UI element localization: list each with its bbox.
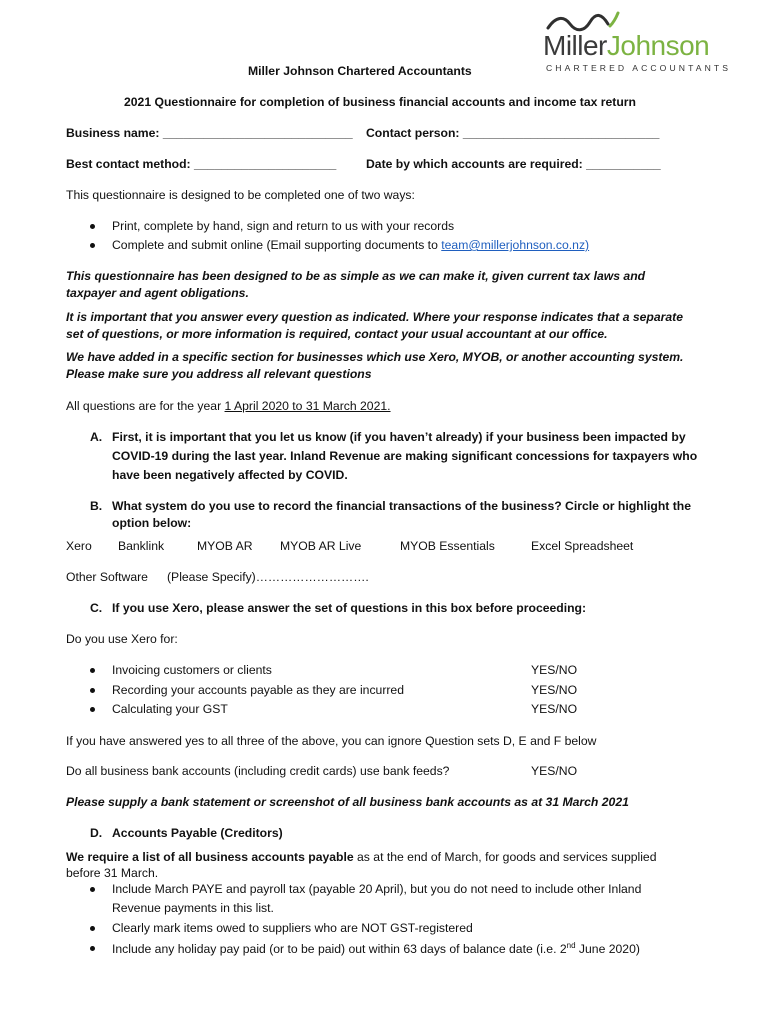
bank-feeds-question: Do all business bank accounts (including credit cards) use bank feeds? (66, 764, 450, 778)
answer-invoicing[interactable]: YES/NO (531, 663, 578, 677)
bullet-icon (90, 224, 95, 229)
intro-text: This questionnaire is designed to be completed one of two ways: (66, 188, 415, 202)
business-name-field[interactable]: Business name: ____________________________ (66, 126, 353, 140)
bullet-icon (90, 707, 95, 712)
answer-payables[interactable]: YES/NO (531, 683, 578, 697)
option-xero[interactable]: Xero (66, 539, 92, 553)
question-a-letter: A. (90, 430, 103, 444)
way-print: Print, complete by hand, sign and return to us with your records (112, 219, 455, 233)
question-c-letter: C. (90, 601, 103, 615)
option-other-specify[interactable]: (Please Specify)………………………. (167, 570, 369, 584)
option-excel-spreadsheet[interactable]: Excel Spreadsheet (531, 539, 634, 553)
answer-gst[interactable]: YES/NO (531, 702, 578, 716)
payables-requirement-line2: before 31 March. (66, 866, 159, 880)
payables-bullet-paye-line2: Revenue payments in this list. (112, 901, 274, 915)
question-d-title: Accounts Payable (Creditors) (112, 826, 283, 840)
question-b-line1: What system do you use to record the financial transactions of the business? Circle or highlight the (112, 499, 691, 513)
question-c-title: If you use Xero, please answer the set of questions in this box before proceeding: (112, 601, 587, 615)
question-a-line3: have been negatively affected by COVID. (112, 468, 348, 482)
option-banklink[interactable]: Banklink (118, 539, 165, 553)
bullet-icon (90, 688, 95, 693)
option-myob-ar[interactable]: MYOB AR (197, 539, 253, 553)
payables-bullet-paye-line1: Include March PAYE and payroll tax (payable 20 April), but you do not need to include other Inland (112, 882, 642, 896)
firm-title: Miller Johnson Chartered Accountants (248, 64, 472, 78)
logo-subtitle: CHARTERED ACCOUNTANTS (546, 63, 732, 73)
question-a-line1: First, it is important that you let us know (if you haven’t already) if your business been impacted by (112, 430, 686, 444)
email-link[interactable]: team@millerjohnson.co.nz) (441, 238, 590, 252)
date-required-field[interactable]: Date by which accounts are required: ___________ (366, 157, 661, 171)
question-b-letter: B. (90, 499, 103, 513)
option-myob-ar-live[interactable]: MYOB AR Live (280, 539, 362, 553)
question-a-line2: COVID-19 during the last year. Inland Revenue are making significant concessions for taxpayers who (112, 449, 698, 463)
question-d-letter: D. (90, 826, 103, 840)
best-contact-method-field[interactable]: Best contact method: _____________________ (66, 157, 337, 171)
bullet-icon (90, 926, 95, 931)
bullet-icon (90, 887, 95, 892)
xero-use-invoicing: Invoicing customers or clients (112, 663, 272, 677)
year-statement: All questions are for the year 1 April 2020 to 31 March 2021. (66, 399, 391, 413)
payables-bullet-gst: Clearly mark items owed to suppliers who are NOT GST-registered (112, 921, 473, 935)
note-systems-line1: We have added in a specific section for businesses which use Xero, MYOB, or another accounting system. (66, 350, 684, 364)
answer-bank-feeds[interactable]: YES/NO (531, 764, 578, 778)
payables-bullet-holiday-pay: Include any holiday pay paid (or to be paid) out within 63 days of balance date (i.e. 2nd June 2020) (112, 941, 640, 957)
note-important-line1: It is important that you answer every question as indicated. Where your response indicates that a separate (66, 310, 683, 324)
bullet-icon (90, 668, 95, 673)
option-other-label: Other Software (66, 570, 148, 584)
ignore-note: If you have answered yes to all three of the above, you can ignore Question sets D, E and F below (66, 734, 597, 748)
bullet-icon (90, 946, 95, 951)
year-range: 1 April 2020 to 31 March 2021. (224, 399, 391, 413)
supply-statement-note: Please supply a bank statement or screenshot of all business bank accounts as at 31 March 2021 (66, 795, 629, 809)
note-simple-line1: This questionnaire has been designed to be as simple as we can make it, given current tax laws and (66, 269, 646, 283)
question-c-intro: Do you use Xero for: (66, 632, 178, 646)
question-b-line2: option below: (112, 516, 192, 530)
contact-person-field[interactable]: Contact person: _____________________________ (366, 126, 660, 140)
xero-use-payables: Recording your accounts payable as they are incurred (112, 683, 404, 697)
logo-wordmark: MillerJohnson (543, 30, 710, 61)
questionnaire-title: 2021 Questionnaire for completion of business financial accounts and income tax return (124, 95, 636, 109)
note-important-line2: set of questions, or more information is required, contact your usual accountant at our office. (66, 327, 608, 341)
xero-use-gst: Calculating your GST (112, 702, 228, 716)
way-online: Complete and submit online (Email supporting documents to team@millerjohnson.co.nz) (112, 238, 590, 252)
option-myob-essentials[interactable]: MYOB Essentials (400, 539, 495, 553)
bullet-icon (90, 243, 95, 248)
note-systems-line2: Please make sure you address all relevant questions (66, 367, 372, 381)
payables-requirement-line1: We require a list of all business accounts payable as at the end of March, for goods and services supplied (66, 850, 657, 864)
note-simple-line2: taxpayer and agent obligations. (66, 286, 249, 300)
